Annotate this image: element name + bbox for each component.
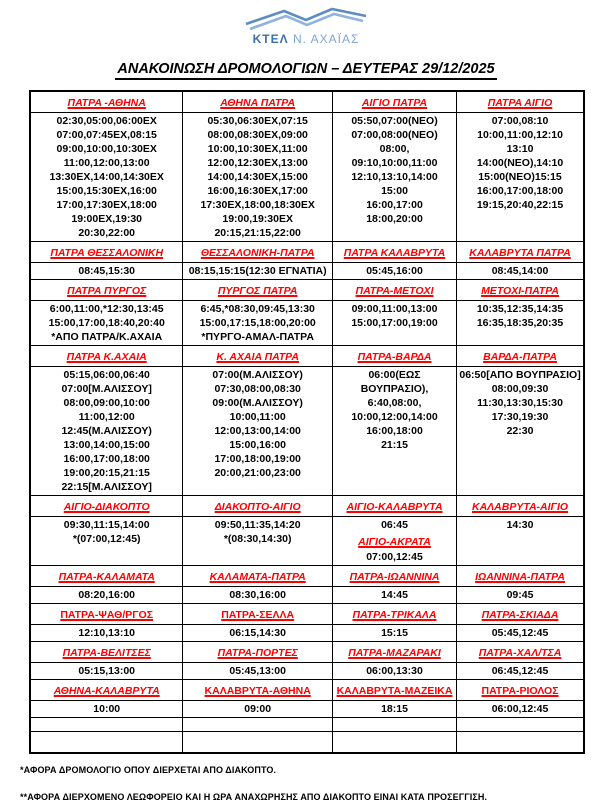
footnote-diakopto: *ΑΦΟΡΑ ΔΡΟΜΟΛΟΓΙΟ ΟΠΟΥ ΔΙΕΡΧΕΤΑΙ ΑΠΟ ΔΙΑΚΟΠΤΟ. [20, 765, 277, 775]
route-header-cell [183, 346, 333, 367]
route-header-cell [332, 604, 456, 625]
time-line: 07:00[Μ.ΑΛΙΣΣΟΥ] [61, 383, 152, 395]
time-line: 09:45 [506, 589, 534, 601]
title-row [0, 60, 612, 80]
time-line: 09:00(Μ.ΑΛΙΣΣΟΥ) [212, 397, 303, 409]
route-header-row [30, 680, 584, 701]
time-line: 18:15 [381, 703, 408, 715]
route-label: ΚΑΛΑΒΡΥΤΑ ΠΑΤΡΑ [469, 247, 571, 259]
route-header-cell [332, 642, 456, 663]
time-line: 12:10,13:10 [78, 627, 136, 639]
time-line: 17:00,18:00,19:00 [214, 453, 301, 465]
time-line: 10:00,11:00,12:10 [477, 129, 563, 141]
time-line: 17:30,19:30 [491, 411, 549, 423]
time-line: 13:30ΕΧ,14:00,14:30ΕΧ [49, 171, 164, 183]
route-header-cell [332, 242, 456, 263]
route-label: ΠΑΤΡΑ-ΜΑΖΑΡΑΚΙ [348, 647, 441, 659]
times-row [30, 663, 584, 680]
times-cell [183, 701, 333, 718]
route-label: ΠΥΡΓΟΣ ΠΑΤΡΑ [217, 285, 298, 297]
route-label: ΘΕΣΣΑΛΟΝΙΚΗ-ΠΑΤΡΑ [200, 247, 315, 259]
times-cell [183, 587, 333, 604]
times-cell [457, 587, 584, 604]
times-cell [30, 517, 183, 566]
empty-row [30, 718, 584, 732]
time-line: 09:00,11:00,13:00 [351, 303, 438, 315]
route-header-cell [30, 496, 183, 517]
empty-cell [332, 718, 456, 732]
embedded-route-label [335, 532, 454, 550]
route-label: ΠΑΤΡΑ-ΒΑΡΔΑ [357, 351, 432, 363]
times-cell [30, 663, 183, 680]
time-line: 11:00,12:00 [78, 411, 135, 423]
route-header-cell [457, 642, 584, 663]
times-cell [457, 701, 584, 718]
time-line: 22:15[Μ.ΑΛΙΣΣΟΥ] [61, 481, 152, 493]
times-row [30, 367, 584, 496]
route-label: ΜΕΤΟΧΙ-ΠΑΤΡΑ [481, 285, 559, 297]
times-row [30, 587, 584, 604]
route-header-cell [30, 604, 183, 625]
time-line: 09:10,10:00,11:00 [351, 157, 438, 169]
route-label: ΚΑΛΑΜΑΤΑ-ΠΑΤΡΑ [209, 571, 306, 583]
route-label: ΑΙΓΙΟ ΠΑΤΡΑ [361, 97, 428, 109]
route-header-cell [457, 680, 584, 701]
time-line: 08:15,15:15(12:30 ΕΓΝΑΤΙΑ) [188, 265, 327, 277]
time-line: 16:35,18:35,20:35 [476, 317, 564, 329]
route-header-cell [332, 496, 456, 517]
route-label: ΚΑΛΑΒΡΥΤΑ-ΜΑΖΕΙΚΑ [336, 685, 453, 697]
time-line: 20:30,22:00 [78, 227, 136, 239]
route-label: ΑΘΗΝΑ-ΚΑΛΑΒΡΥΤΑ [53, 685, 160, 697]
times-cell [332, 113, 456, 242]
time-line: 07:30,08:00,08:30 [214, 383, 301, 395]
time-line: 19:00,20:15,21:15 [63, 467, 150, 479]
time-line: 05:30,06:30ΕΧ,07:15 [207, 115, 308, 127]
time-line: 15:00 [381, 185, 408, 197]
times-cell [332, 663, 456, 680]
time-line: 20:15,21:15,22:00 [214, 227, 301, 239]
route-label: ΠΑΤΡΑ-ΚΑΛΑΜΑΤΑ [58, 571, 155, 583]
times-cell [332, 701, 456, 718]
route-header-cell [183, 604, 333, 625]
time-line: 05:45,16:00 [366, 265, 423, 277]
route-header-cell [30, 642, 183, 663]
time-line: 16:00,17:00,18:00 [63, 453, 150, 465]
times-cell [332, 517, 456, 566]
time-line: *ΑΠΟ ΠΑΤΡΑ/Κ.ΑΧΑΙΑ [51, 331, 163, 343]
empty-cell [30, 732, 183, 754]
route-header-row [30, 346, 584, 367]
time-line: ΒΟΥΠΡΑΣΙΟ), [360, 383, 429, 395]
route-header-cell [183, 680, 333, 701]
time-line: 05:45,13:00 [229, 665, 286, 677]
route-header-cell [457, 346, 584, 367]
time-line: 14:00(ΝΕΟ),14:10 [476, 157, 564, 169]
time-line: 15:00(ΝΕΟ)15:15 [478, 171, 562, 183]
time-line: 08:00,09:00,10:00 [63, 397, 150, 409]
time-line: 15:15 [381, 627, 408, 639]
logo-brand-rest: Ν. ΑΧΑΪΑΣ [288, 32, 360, 46]
times-cell [332, 301, 456, 346]
route-header-row [30, 496, 584, 517]
route-label: ΠΑΤΡΑ ΠΥΡΓΟΣ [67, 285, 147, 297]
times-cell [183, 517, 333, 566]
route-header-cell [30, 242, 183, 263]
route-header-cell [332, 346, 456, 367]
time-line: 6:45,*08:30,09:45,13:30 [200, 303, 315, 315]
time-line: 16:00,17:00,18:00 [476, 185, 564, 197]
time-line: 18:00,20:00 [366, 213, 423, 225]
route-label: ΠΑΤΡΑ ΑΙΓΙΟ [487, 97, 553, 109]
route-header-row [30, 566, 584, 587]
times-cell [457, 367, 584, 496]
times-cell [183, 663, 333, 680]
time-line: 14:45 [381, 589, 408, 601]
times-cell [457, 517, 584, 566]
empty-cell [30, 718, 183, 732]
empty-cell [183, 718, 333, 732]
time-line: 15:00,17:15,18:00,20:00 [199, 317, 316, 329]
times-cell [332, 587, 456, 604]
empty-row [30, 732, 584, 754]
route-header-cell [30, 346, 183, 367]
time-line: 20:00,21:00,23:00 [214, 467, 301, 479]
route-label: ΠΑΤΡΑ-ΙΩΑΝΝΙΝΑ [349, 571, 440, 583]
time-line: 07:00,12:45 [366, 551, 423, 563]
time-line: 07:00(Μ.ΑΛΙΣΣΟΥ) [212, 369, 303, 381]
route-header-cell [457, 496, 584, 517]
times-row [30, 517, 584, 566]
time-line: 12:45(Μ.ΑΛΙΣΣΟΥ) [61, 425, 152, 437]
route-label: ΠΑΤΡΑ-ΜΕΤΟΧΙ [355, 285, 434, 297]
route-header-row [30, 280, 584, 301]
time-line: 22:30 [506, 425, 534, 437]
time-line: 10:35,12:35,14:35 [476, 303, 564, 315]
time-line: 14:30 [506, 519, 534, 531]
route-label: ΙΩΑΝΝΙΝΑ-ΠΑΤΡΑ [475, 571, 565, 583]
route-header-cell [183, 280, 333, 301]
time-line: 08:00,08:30ΕΧ,09:00 [207, 129, 308, 141]
time-line: 11:00,12:00,13:00 [63, 157, 150, 169]
route-header-row [30, 91, 584, 113]
route-header-cell [457, 604, 584, 625]
route-header-cell [30, 566, 183, 587]
time-line: 06:45,12:45 [491, 665, 549, 677]
times-cell [457, 263, 584, 280]
time-line: 09:30,11:15,14:00 [63, 519, 150, 531]
route-header-row [30, 242, 584, 263]
route-label: ΑΙΓΙΟ-ΚΑΛΑΒΡΥΤΑ [346, 501, 443, 513]
time-line: 19:00ΕΧ,19:30 [71, 213, 143, 225]
logo-text [221, 32, 391, 46]
times-cell [457, 625, 584, 642]
times-cell [30, 701, 183, 718]
time-line: 16:00,16:30ΕΧ,17:00 [207, 185, 308, 197]
route-label: ΠΑΤΡΑ-ΡΙΟΛΟΣ [481, 685, 559, 697]
page-title: ΑΝΑΚΟΙΝΩΣΗ ΔΡΟΜΟΛΟΓΙΩΝ – ΔΕΥΤΕΡΑΣ 29/12/2025 [115, 61, 496, 80]
footnotes [20, 765, 612, 802]
time-line: 19:00,19:30ΕΧ [222, 213, 293, 225]
route-label: ΚΑΛΑΒΡΥΤΑ-ΑΙΓΙΟ [472, 501, 569, 513]
times-row [30, 113, 584, 242]
empty-cell [183, 732, 333, 754]
time-line: 02:30,05:00,06:00ΕΧ [56, 115, 157, 127]
time-line: 09:00,10:00,10:30ΕΧ [56, 143, 157, 155]
route-label: ΔΙΑΚΟΠΤΟ-ΑΙΓΙΟ [214, 501, 301, 513]
route-label: ΠΑΤΡΑ-ΣΕΛΛΑ [221, 609, 295, 621]
time-line: 07:00,07:45ΕΧ,08:15 [56, 129, 157, 141]
route-header-cell [30, 91, 183, 113]
times-cell [183, 113, 333, 242]
time-line: 17:30ΕΧ,18:00,18:30ΕΧ [200, 199, 315, 211]
time-line: 05:15,13:00 [78, 665, 136, 677]
route-label: ΠΑΤΡΑ-ΤΡΙΚΑΛΑ [352, 609, 437, 621]
time-line: 06:00(ΕΩΣ [368, 369, 421, 381]
times-cell [30, 367, 183, 496]
time-line: 05:50,07:00(ΝΕΟ) [351, 115, 438, 127]
times-cell [30, 301, 183, 346]
time-line: 15:00,16:00 [229, 439, 286, 451]
route-header-cell [30, 280, 183, 301]
time-line: 6:00,11:00,*12:30,13:45 [49, 303, 164, 315]
times-row [30, 625, 584, 642]
times-cell [183, 367, 333, 496]
time-line: 09:50,11:35,14:20 [214, 519, 301, 531]
times-cell [30, 113, 183, 242]
time-line: 08:30,16:00 [229, 589, 286, 601]
time-line: 10:00,11:00 [229, 411, 286, 423]
times-cell [30, 587, 183, 604]
route-label: ΑΘΗΝΑ ΠΑΤΡΑ [220, 97, 296, 109]
time-line: 08:20,16:00 [78, 589, 136, 601]
timetable-body [30, 91, 584, 753]
route-label: ΠΑΤΡΑ -ΑΘΗΝΑ [67, 97, 146, 109]
route-header-cell [30, 680, 183, 701]
time-line: 21:15 [381, 439, 408, 451]
empty-cell [332, 732, 456, 754]
logo-brand-bold: ΚΤΕΛ [252, 32, 289, 46]
time-line: 06:45 [381, 519, 408, 531]
wave-logo-icon [242, 6, 370, 32]
route-label: ΠΑΤΡΑ Κ.ΑΧΑΙΑ [66, 351, 147, 363]
time-line: 06:00,13:30 [366, 665, 423, 677]
empty-cell [457, 718, 584, 732]
time-line: 19:15,20:40,22:15 [476, 199, 564, 211]
time-line: 13:10 [506, 143, 534, 155]
times-cell [457, 113, 584, 242]
time-line: 08:00,09:30 [491, 383, 549, 395]
footnote-passing-bus: **ΑΦΟΡΑ ΔΙΕΡΧΟΜΕΝΟ ΛΕΩΦΟΡΕΙΟ ΚΑΙ Η ΩΡΑ ΑΝΑΧΩΡΗΣΗΣ ΑΠΟ ΔΙΑΚΟΠΤΟ ΕΙΝΑΙ ΚΑΤΑ ΠΡΟΣΕΓΓΙΣΗ. [20, 792, 488, 802]
time-line: 06:50[ΑΠΟ ΒΟΥΠΡΑΣΙΟ] [459, 369, 581, 381]
time-line: 12:00,13:00,14:00 [214, 425, 301, 437]
times-cell [30, 263, 183, 280]
route-label: ΠΑΤΡΑ-ΠΟΡΤΕΣ [217, 647, 298, 659]
time-line: 12:10,13:10,14:00 [351, 171, 438, 183]
time-line: *ΠΥΡΓΟ-ΑΜΑΛ-ΠΑΤΡΑ [201, 331, 314, 343]
time-line: 06:00,12:45 [491, 703, 549, 715]
time-line: 17:00,17:30ΕΧ,18:00 [56, 199, 157, 211]
times-row [30, 301, 584, 346]
times-cell [332, 367, 456, 496]
times-cell [183, 263, 333, 280]
route-header-cell [183, 566, 333, 587]
route-header-cell [183, 642, 333, 663]
route-header-cell [183, 242, 333, 263]
route-label: ΑΙΓΙΟ-ΑΚΡΑΤΑ [358, 536, 431, 548]
timetable [29, 90, 585, 754]
route-header-cell [332, 280, 456, 301]
route-label: ΠΑΤΡΑ-ΧΑΛ/ΤΣΑ [478, 647, 562, 659]
times-cell [332, 263, 456, 280]
time-line: 06:15,14:30 [229, 627, 286, 639]
ktel-logo [221, 6, 391, 46]
route-label: ΚΑΛΑΒΡΥΤΑ-ΑΘΗΝΑ [204, 685, 311, 697]
times-cell [183, 625, 333, 642]
route-label: ΒΑΡΔΑ-ΠΑΤΡΑ [483, 351, 557, 363]
times-row [30, 263, 584, 280]
time-line: 15:00,17:00,18:40,20:40 [48, 317, 165, 329]
route-label: ΠΑΤΡΑ-ΨΑΘ/ΡΓΟΣ [60, 609, 154, 621]
time-line: 09:00 [244, 703, 272, 715]
time-line: 15:00,15:30ΕΧ,16:00 [56, 185, 157, 197]
route-header-cell [332, 566, 456, 587]
time-line: 07:00,08:00(ΝΕΟ) [351, 129, 438, 141]
time-line: 10:00 [93, 703, 121, 715]
time-line: 08:00, [379, 143, 410, 155]
time-line: 07:00,08:10 [491, 115, 549, 127]
time-line: 11:30,13:30,15:30 [477, 397, 563, 409]
times-cell [30, 625, 183, 642]
time-line: 16:00,18:00 [366, 425, 423, 437]
route-header-cell [457, 566, 584, 587]
time-line: 15:00,17:00,19:00 [351, 317, 438, 329]
route-label: ΑΙΓΙΟ-ΔΙΑΚΟΠΤΟ [63, 501, 150, 513]
time-line: 16:00,17:00 [366, 199, 423, 211]
times-cell [457, 301, 584, 346]
time-line: 10:00,10:30ΕΧ,11:00 [207, 143, 308, 155]
time-line: *(08:30,14:30) [223, 533, 292, 545]
times-cell [183, 301, 333, 346]
route-header-cell [332, 680, 456, 701]
route-header-cell [457, 242, 584, 263]
route-header-cell [457, 91, 584, 113]
route-header-cell [183, 91, 333, 113]
time-line: 05:15,06:00,06:40 [63, 369, 150, 381]
times-row [30, 701, 584, 718]
time-line: 13:00,14:00,15:00 [63, 439, 150, 451]
time-line: 08:45,14:00 [491, 265, 549, 277]
route-header-row [30, 642, 584, 663]
time-line: 14:00,14:30ΕΧ,15:00 [207, 171, 308, 183]
route-label: ΠΑΤΡΑ ΘΕΣΣΑΛΟΝΙΚΗ [50, 247, 164, 259]
route-header-cell [457, 280, 584, 301]
time-line: 12:00,12:30ΕΧ,13:00 [207, 157, 308, 169]
route-header-cell [183, 496, 333, 517]
time-line: 05:45,12:45 [491, 627, 549, 639]
time-line: 6:40,08:00, [367, 397, 422, 409]
time-line: *(07:00,12:45) [72, 533, 141, 545]
time-line: 08:45,15:30 [78, 265, 136, 277]
route-header-cell [332, 91, 456, 113]
route-label: ΠΑΤΡΑ ΚΑΛΑΒΡΥΤΑ [343, 247, 446, 259]
route-label: Κ. ΑΧΑΙΑ ΠΑΤΡΑ [216, 351, 299, 363]
route-header-row [30, 604, 584, 625]
times-cell [457, 663, 584, 680]
empty-cell [457, 732, 584, 754]
route-label: ΠΑΤΡΑ-ΒΕΛΙΤΣΕΣ [62, 647, 151, 659]
time-line: 10:00,12:00,14:00 [351, 411, 438, 423]
times-cell [332, 625, 456, 642]
route-label: ΠΑΤΡΑ-ΣΚΙΑΔΑ [481, 609, 559, 621]
